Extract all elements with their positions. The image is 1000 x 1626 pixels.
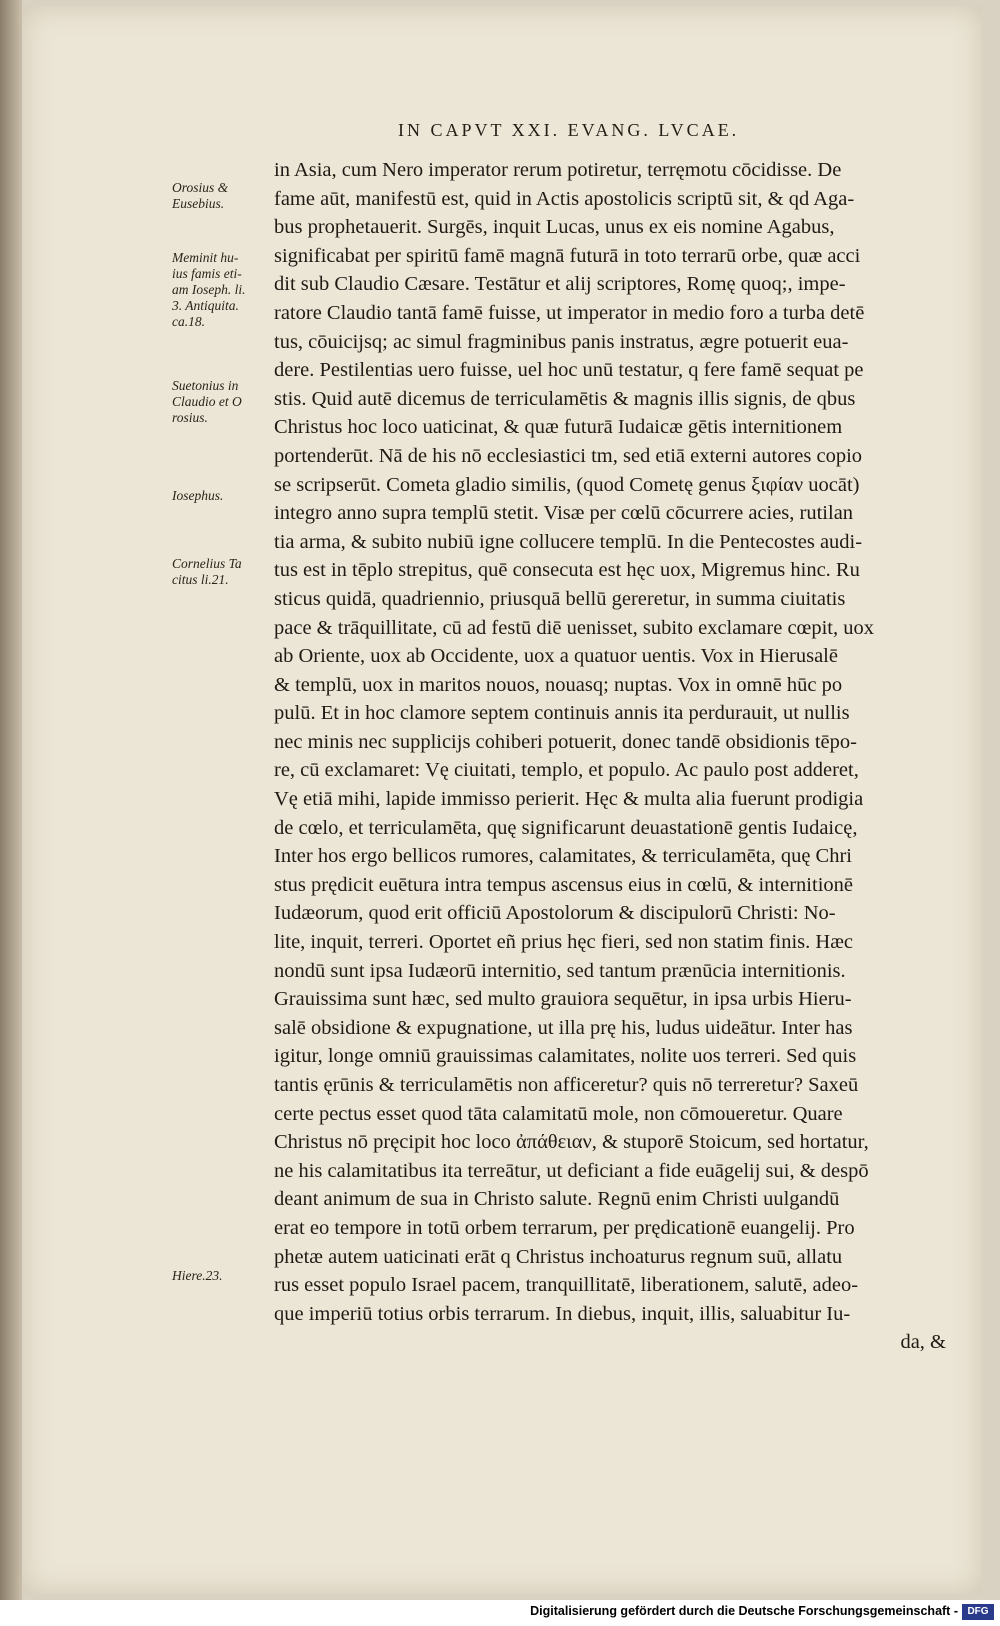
text-line: dere. Pestilentias uero fuisse, uel hoc unū testatur, q fere famē sequat pe — [274, 359, 864, 382]
text-line: integro anno supra templū stetit. Visæ per cœlū cōcurrere acies, rutilan — [274, 502, 854, 525]
text-line: tus, cōuicijsq; ac simul fragminibus panis instratus, ægre potuerit eua- — [274, 330, 849, 353]
text-line: erat eo tempore in totū orbem terrarum, per prędicationē euangelij. Pro — [274, 1216, 855, 1239]
text-line: ratore Claudio tantā famē fuisse, ut imperator in medio foro a turba detē — [274, 301, 865, 324]
text-line: significabat per spiritū famē magnā futurā in toto terrarū orbe, quæ acci — [274, 244, 861, 267]
text-line: Christus nō pręcipit hoc loco ἀπάθειαν, & stuporē Stoicum, sed hortatur, — [274, 1131, 869, 1154]
margin-note-line: 3. Antiquita. — [172, 298, 239, 313]
text-line: igitur, longe omniū grauissimas calamitates, nolite uos terreri. Sed quis — [274, 1045, 857, 1068]
margin-note-line: Suetonius in — [172, 378, 239, 393]
margin-note-line: Meminit hu- — [172, 250, 239, 265]
text-line: fame aūt, manifestū est, quid in Actis apostolicis scriptū sit, & qd Aga- — [274, 187, 855, 210]
margin-note-5 — [172, 556, 268, 588]
margin-note-line: Iosephus. — [172, 488, 224, 503]
text-line: da, & — [900, 1331, 946, 1354]
margin-note-line: rosius. — [172, 410, 208, 425]
text-line: phetæ autem uaticinati erāt q Christus inchoaturus regnum suū, allatu — [274, 1245, 843, 1268]
margin-note-6 — [172, 1268, 268, 1284]
running-header: IN CAPVT XXI. EVANG. LVCAE. — [398, 120, 740, 140]
text-line: in Asia, cum Nero imperator rerum potiretur, terręmotu cōcidisse. De — [274, 159, 842, 181]
text-line: nondū sunt ipsa Iudæorū internitio, sed tantum prænūcia internitionis. — [274, 959, 846, 982]
text-line: stus prędicit euētura intra tempus ascensus eius in cœlū, & internitionē — [274, 873, 853, 896]
margin-note-line: Hiere.23. — [172, 1268, 223, 1283]
margin-note-2 — [172, 250, 268, 330]
margin-note-line: ius famis eti- — [172, 266, 242, 281]
text-line: re, cū exclamaret: Vę ciuitati, templo, et populo. Ac paulo post adderet, — [274, 759, 859, 782]
footer-bar — [0, 1600, 1000, 1626]
text-line: Vę etiā mihi, lapide immisso perierit. Hęc & multa alia fuerunt prodigia — [274, 788, 864, 811]
text-line: nec minis nec supplicijs cohiberi potuerit, donec tandē obsidionis tēpo- — [274, 730, 857, 753]
margin-note-line: Claudio et O — [172, 394, 242, 409]
text-line: stis. Quid autē dicemus de terriculamētis & magnis illis signis, de qbus — [274, 387, 856, 410]
text-line: bus prophetauerit. Surgēs, inquit Lucas, unus ex eis nomine Agabus, — [274, 216, 835, 239]
text-line: ne his calamitatibus ita terreātur, ut deficiant a fide euāgelij sui, & despō — [274, 1159, 869, 1182]
book-gutter — [0, 0, 22, 1600]
text-line: Christus hoc loco uaticinat, & quæ futurā Iudaicæ gētis internitionem — [274, 416, 843, 439]
text-line: que imperiū totius orbis terrarum. In diebus, inquit, illis, saluabitur Iu- — [274, 1302, 851, 1325]
footer-credit: Digitalisierung gefördert durch die Deutsche Forschungsgemeinschaft - — [530, 1604, 958, 1618]
margin-note-3 — [172, 378, 268, 426]
text-line: certe pectus esset quod tāta calamitatū mole, non cōmoueretur. Quare — [274, 1102, 843, 1125]
text-line: de cœlo, et terriculamēta, quę significarunt deuastationē gentis Iudaicę, — [274, 816, 858, 839]
text-line: dit sub Claudio Cæsare. Testātur et alij scriptores, Romę quoq;, impe- — [274, 273, 846, 296]
text-line: Inter hos ergo bellicos rumores, calamitates, & terriculamēta, quę Chri — [274, 845, 852, 868]
body-text — [274, 156, 964, 1357]
margin-note-line: am Ioseph. li. — [172, 282, 246, 297]
text-line: deant animum de sua in Christo salute. Regnū enim Christi uulgandū — [274, 1188, 840, 1211]
margin-note-line: Orosius & — [172, 180, 229, 195]
dfg-logo: DFG — [962, 1604, 994, 1620]
text-line: tia arma, & subito nubiū igne collucere templū. In die Pentecostes audi- — [274, 530, 863, 553]
text-line: tus est in tēplo strepitus, quē consecuta est hęc uox, Migremus hinc. Ru — [274, 559, 860, 582]
text-line: rus esset populo Israel pacem, tranquillitatē, liberationem, salutē, adeo- — [274, 1274, 859, 1297]
text-line: pace & trāquillitate, cū ad festū diē uenisset, subito exclamare cœpit, uox — [274, 616, 874, 639]
margin-note-4 — [172, 488, 268, 504]
text-line: lite, inquit, terreri. Oportet eñ prius hęc fieri, sed non statim finis. Hæc — [274, 931, 853, 954]
text-line: salē obsidione & expugnatione, ut illa prę his, ludus uideātur. Inter has — [274, 1016, 853, 1039]
margin-note-line: citus li.21. — [172, 572, 229, 587]
text-line: pulū. Et in hoc clamore septem continuis annis ita perdurauit, ut nullis — [274, 702, 850, 725]
margin-note-line: Eusebius. — [172, 196, 225, 211]
margin-note-line: ca.18. — [172, 314, 205, 329]
margin-note-1 — [172, 180, 268, 212]
text-line: ab Oriente, uox ab Occidente, uox a quatuor uentis. Vox in Hierusalē — [274, 645, 838, 668]
text-line: portenderūt. Nā de his nō ecclesiastici tm, sed etiā externi autores copio — [274, 444, 863, 467]
text-line: tantis ęrūnis & terriculamētis non afficeretur? quis nō terreretur? Saxeū — [274, 1074, 859, 1096]
text-line: & templū, uox in maritos nouos, nouasq; nuptas. Vox in omnē hūc po — [274, 673, 843, 696]
text-line: Grauissima sunt hæc, sed multo grauiora sequētur, in ipsa urbis Hieru- — [274, 988, 852, 1011]
text-line: sticus quidā, quadriennio, priusquā bellū gereretur, in summa ciuitatis — [274, 587, 846, 610]
margin-note-line: Cornelius Ta — [172, 556, 242, 571]
text-line: Iudæorum, quod erit officiū Apostolorum & discipulorū Christi: No- — [274, 902, 836, 925]
text-line: se scripserūt. Cometa gladio similis, (quod Cometę genus ξιφίαν uocāt) — [274, 473, 860, 496]
